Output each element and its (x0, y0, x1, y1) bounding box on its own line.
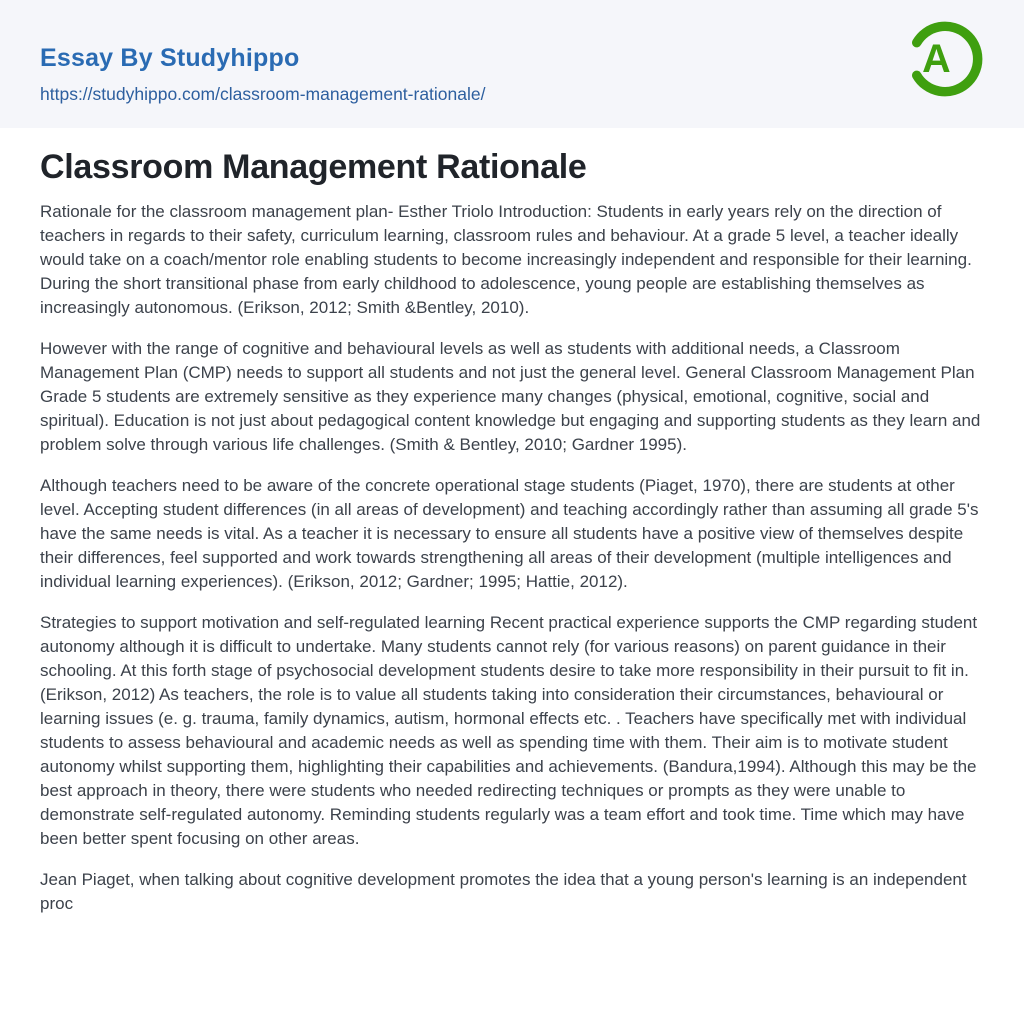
essay-title: Classroom Management Rationale (40, 148, 587, 186)
essay-paragraph: However with the range of cognitive and behavioural levels as well as students with additional needs, a Classroom Management Plan (CMP) needs to support all students and not just the general level. General Classroom Management Plan Grade 5 students are extremely sensitive as they experience many changes (physical, emotional, cognitive, social and spiritual). Education is not just about pedagogical content knowledge but engaging and supporting students as they learn and problem solve through various life challenges. (Smith & Bentley, 2010; Gardner 1995). (40, 339, 981, 454)
studyhippo-logo (902, 15, 988, 103)
essay-paragraph: Jean Piaget, when talking about cognitive development promotes the idea that a young person's learning is an independent proc (40, 870, 967, 913)
brand-title: Essay By Studyhippo (40, 44, 300, 72)
essay-paragraph: Rationale for the classroom management plan- Esther Triolo Introduction: Students in early years rely on the direction of teachers in regards to their safety, curriculum learning, classroom rules and behaviour. At a grade 5 level, a teacher ideally would take on a coach/mentor role enabling students to become increasingly independent and responsible for their learning. During the short transitional phase from early childhood to adolescence, young people are establishing themselves as increasingly autonomous. (Erikson, 2012; Smith &Bentley, 2010). (40, 202, 972, 317)
page-header (0, 0, 1024, 128)
logo-a-ring-icon (902, 15, 988, 103)
essay-content (0, 148, 1024, 963)
essay-paragraph: Strategies to support motivation and self-regulated learning Recent practical experience supports the CMP regarding student autonomy although it is difficult to undertake. Many students cannot rely (for various reasons) on parent guidance in their schooling. At this forth stage of psychosocial development students desire to take more responsibility in their pursuit to fit in. (Erikson, 2012) As teachers, the role is to value all students taking into consideration their circumstances, behavioural or learning issues (e. g. trauma, family dynamics, autism, hormonal effects etc. . Teachers have specifically met with individual students to assess behavioural and academic needs as well as spending time with them. Their aim is to motivate student autonomy whilst supporting them, highlighting their capabilities and achievements. (Bandura,1994). Although this may be the best approach in theory, there were students who needed redirecting techniques or prompts as they were unable to demonstrate self-regulated autonomy. Reminding students regularly was a team effort and took time. Time which may have been better spent focusing on other areas. (40, 613, 978, 848)
logo-letter: A (922, 36, 951, 81)
essay-paragraph: Although teachers need to be aware of the concrete operational stage students (Piaget, 1970), there are students at other level. Accepting student differences (in all areas of development) and teaching accordingly rather than assuming all grade 5's have the same needs is vital. As a teacher it is necessary to ensure all students have a positive view of themselves despite their differences, feel supported and work towards strengthening all areas of their development (multiple intelligences and individual learning experiences). (Erikson, 2012; Gardner; 1995; Hattie, 2012). (40, 476, 979, 591)
page-url-link[interactable]: https://studyhippo.com/classroom-management-rationale/ (40, 84, 486, 104)
